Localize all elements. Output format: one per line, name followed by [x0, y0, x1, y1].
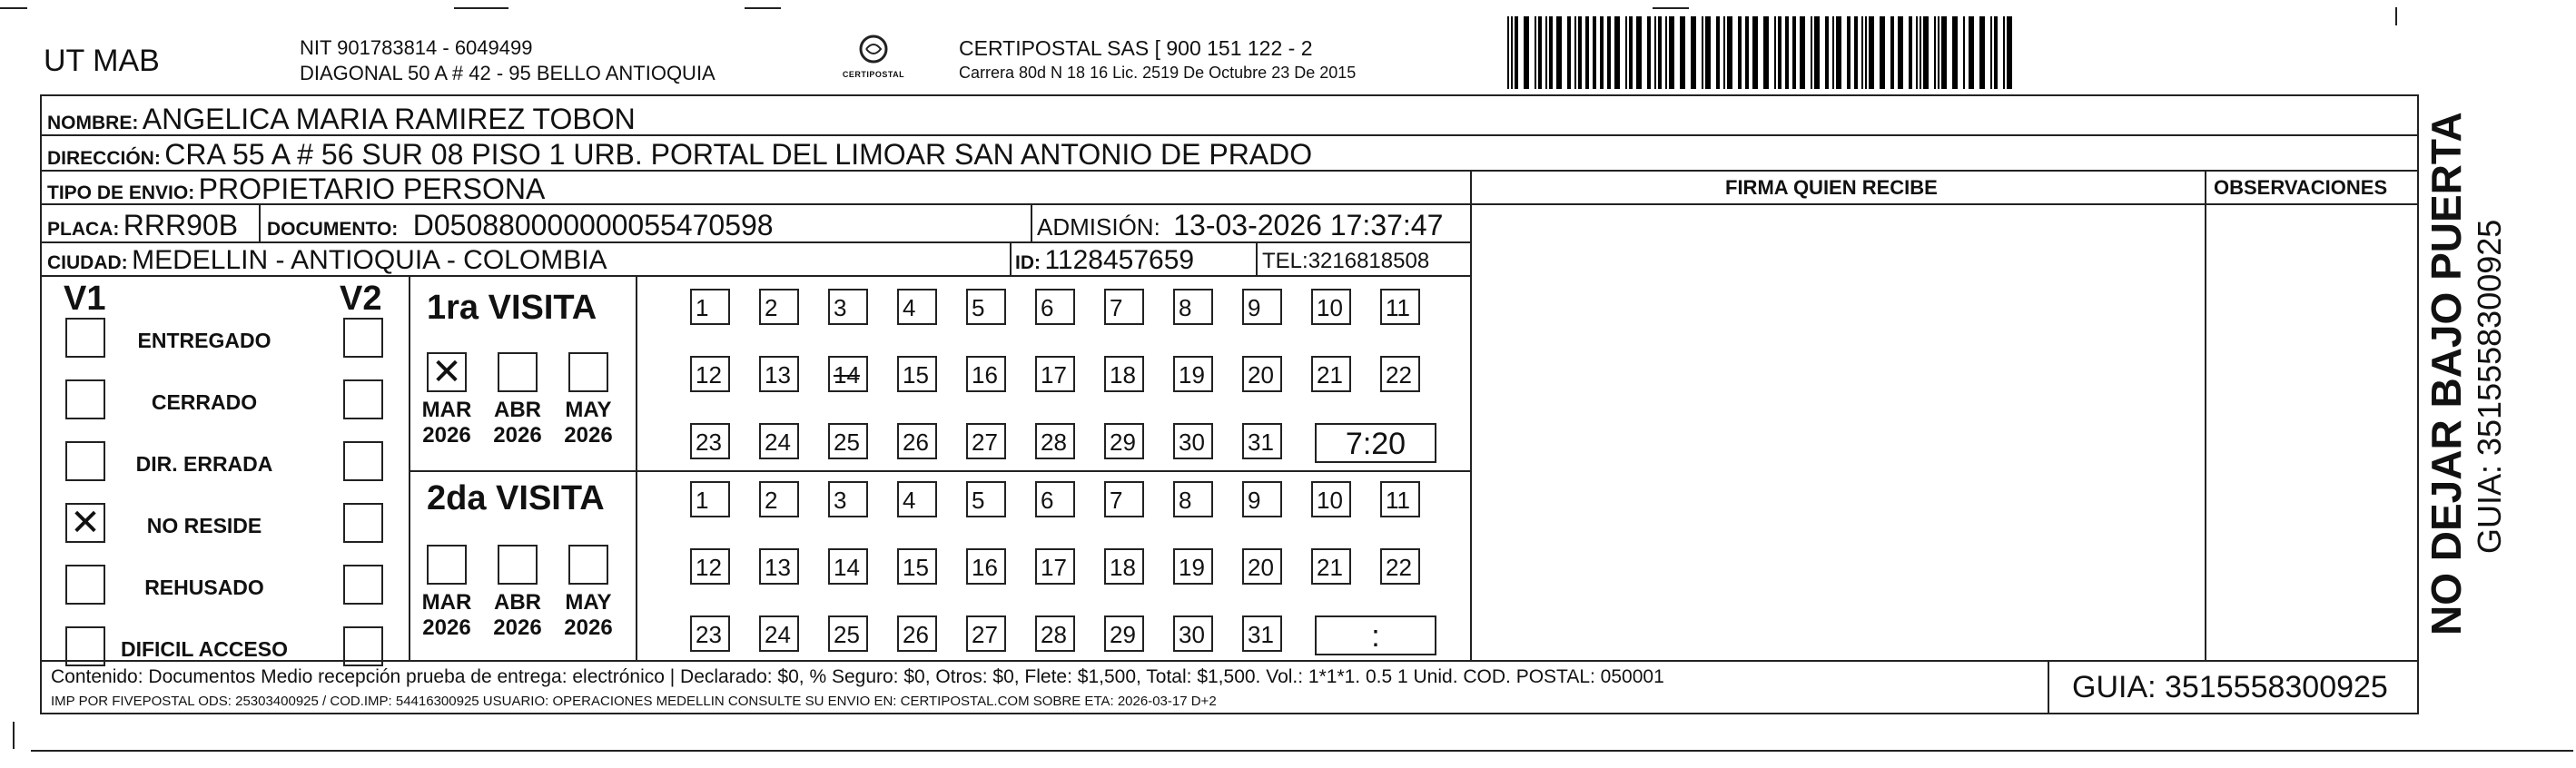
- visit1-month-label: MAY: [565, 398, 612, 422]
- recipient-name: ANGELICA MARIA RAMIREZ TOBON: [142, 103, 636, 135]
- barcode-bar: [1963, 16, 1965, 89]
- address-label: DIRECCIÓN:: [47, 148, 161, 169]
- visit2-year-label: 2026: [422, 615, 471, 640]
- visit1-year-label: 2026: [564, 423, 613, 448]
- visit2-day-box[interactable]: 8: [1173, 481, 1213, 517]
- visit1-month-checkbox-0[interactable]: ✕: [427, 352, 467, 392]
- visit2-day-box[interactable]: 17: [1035, 548, 1075, 585]
- barcode-bar: [1654, 16, 1656, 89]
- barcode-bar: [1524, 16, 1529, 89]
- visit1-day-box[interactable]: 3: [828, 289, 868, 325]
- barcode-bar: [1869, 16, 1874, 89]
- barcode-bar: [1593, 16, 1596, 89]
- plate-value: RRR90B: [123, 209, 239, 241]
- visit1-day-box[interactable]: 28: [1035, 423, 1075, 459]
- barcode-bar: [1792, 16, 1796, 89]
- visit1-day-box[interactable]: 21: [1311, 356, 1351, 392]
- barcode-bar: [1938, 16, 1939, 89]
- barcode-bar: [2003, 16, 2005, 89]
- barcode-bar: [1920, 16, 1921, 89]
- barcode-bar: [1625, 16, 1627, 89]
- barcode-bar: [1836, 16, 1841, 89]
- barcode-bar: [1916, 16, 1918, 89]
- visit2-day-box[interactable]: 30: [1173, 615, 1213, 652]
- visit2-day-box[interactable]: 5: [966, 481, 1006, 517]
- barcode-bar: [1658, 16, 1662, 89]
- barcode-bar: [1738, 16, 1742, 89]
- barcode-bar: [1538, 16, 1542, 89]
- visit1-year-label: 2026: [422, 423, 471, 448]
- barcode-bar: [1556, 16, 1562, 89]
- observations-column-header: OBSERVACIONES: [2214, 176, 2388, 199]
- barcode-bar: [1705, 16, 1711, 89]
- visit2-day-box[interactable]: 6: [1035, 481, 1075, 517]
- barcode-bar: [1880, 16, 1885, 89]
- barcode-bar: [1702, 16, 1703, 89]
- visit1-day-box[interactable]: 11: [1380, 289, 1420, 325]
- visit2-day-box[interactable]: 3: [828, 481, 868, 517]
- barcode-bar: [1629, 16, 1633, 89]
- barcode-bar: [1515, 16, 1518, 89]
- admission-label: ADMISIÓN:: [1037, 213, 1160, 241]
- visit2-day-box[interactable]: 23: [690, 615, 730, 652]
- visit2-day-box[interactable]: 28: [1035, 615, 1075, 652]
- visit1-day-box[interactable]: 1: [690, 289, 730, 325]
- visit2-day-box[interactable]: 13: [759, 548, 799, 585]
- visit1-time-box[interactable]: 7:20: [1315, 423, 1436, 463]
- visit1-day-box[interactable]: 2: [759, 289, 799, 325]
- barcode-bar: [1865, 16, 1867, 89]
- name-row: [47, 103, 636, 136]
- barcode-bar: [1647, 16, 1651, 89]
- visit1-day-box[interactable]: 30: [1173, 423, 1213, 459]
- visit2-day-box[interactable]: 29: [1104, 615, 1144, 652]
- v2-checkbox-1[interactable]: [343, 379, 383, 419]
- sender-nit: NIT 901783814 - 6049499: [300, 36, 533, 59]
- barcode-bar: [1680, 16, 1685, 89]
- barcode-bar: [1636, 16, 1642, 89]
- visit2-year-label: 2026: [564, 615, 613, 640]
- status-label: REHUSADO: [144, 576, 264, 599]
- visit2-day-box[interactable]: 25: [828, 615, 868, 652]
- barcode-bar: [1898, 16, 1903, 89]
- visit2-day-box[interactable]: 31: [1242, 615, 1282, 652]
- barcode-bar: [1785, 16, 1789, 89]
- side-warning: NO DEJAR BAJO PUERTA: [2423, 112, 2470, 635]
- visit1-month-checkbox-1[interactable]: [498, 352, 538, 392]
- visit2-month-label: MAR: [421, 590, 472, 615]
- visit2-day-box[interactable]: 14: [828, 548, 868, 585]
- status-label: CERRADO: [151, 390, 258, 414]
- visit1-month-label: ABR: [494, 398, 541, 422]
- status-label: DIFICIL ACCESO: [120, 637, 288, 661]
- visit1-day-box[interactable]: 7: [1104, 289, 1144, 325]
- barcode-bar: [1511, 16, 1513, 89]
- barcode-bar: [1585, 16, 1589, 89]
- v2-checkbox-5[interactable]: [343, 626, 383, 666]
- visit2-day-box[interactable]: 18: [1104, 548, 1144, 585]
- v2-checkbox-2[interactable]: [343, 441, 383, 481]
- barcode-bar: [1778, 16, 1781, 89]
- barcode-bar: [1990, 16, 1992, 89]
- visit2-time-box[interactable]: :: [1315, 615, 1436, 655]
- tel-label: TEL:: [1262, 249, 1308, 273]
- barcode-bar: [1665, 16, 1667, 89]
- visit2-day-box[interactable]: 16: [966, 548, 1006, 585]
- id-row: [1015, 245, 1194, 276]
- barcode-bar: [1923, 16, 1929, 89]
- visit2-month-checkbox-1[interactable]: [498, 545, 538, 585]
- footer-print-line: IMP POR FIVEPOSTAL ODS: 25303400925 / COD.IMP: 54416300925 USUARIO: OPERACIONES MEDELLIN CONSULTE SU ENVIO EN: CERTIPOSTAL.COM SOBRE ETA: 2026-03-17 D+2: [51, 694, 1217, 709]
- document-row: [267, 209, 774, 242]
- v1-label: V1: [64, 280, 106, 318]
- barcode-bar: [1832, 16, 1834, 89]
- recipient-address: CRA 55 A # 56 SUR 08 PISO 1 URB. PORTAL DEL LIMOAR SAN ANTONIO DE PRADO: [164, 138, 1313, 171]
- document-value: D050880000000055470598: [412, 209, 774, 241]
- barcode-bar: [1691, 16, 1696, 89]
- barcode-bar: [1745, 16, 1749, 89]
- visit1-day-box[interactable]: 16: [966, 356, 1006, 392]
- plate-row: [47, 209, 238, 242]
- barcode-bar: [1909, 16, 1912, 89]
- barcode-bar: [1979, 16, 1985, 89]
- id-value: 1128457659: [1044, 245, 1195, 275]
- visit2-day-box[interactable]: 22: [1380, 548, 1420, 585]
- city-value: MEDELLIN - ANTIOQUIA - COLOMBIA: [132, 245, 607, 275]
- sender-name: UT MAB: [44, 44, 160, 78]
- visit1-day-box[interactable]: 22: [1380, 356, 1420, 392]
- barcode-bar: [1952, 16, 1958, 89]
- visit1-day-box[interactable]: 27: [966, 423, 1006, 459]
- visit1-day-box[interactable]: 25: [828, 423, 868, 459]
- logo-text: CERTIPOSTAL: [842, 70, 905, 79]
- signature-column-header: FIRMA QUIEN RECIBE: [1725, 176, 1938, 199]
- shipment-type: PROPIETARIO PERSONA: [198, 172, 546, 205]
- barcode-bar: [1716, 16, 1720, 89]
- status-label: NO RESIDE: [146, 514, 262, 537]
- visit1-day-box[interactable]: 29: [1104, 423, 1144, 459]
- company-address: Carrera 80d N 18 16 Lic. 2519 De Octubre 23 De 2015: [959, 64, 1357, 82]
- barcode-bar: [1934, 16, 1936, 89]
- visit2-day-box[interactable]: 7: [1104, 481, 1144, 517]
- visit1-day-box[interactable]: 31: [1242, 423, 1282, 459]
- barcode-bar: [1578, 16, 1582, 89]
- barcode-bar: [1847, 16, 1851, 89]
- visit2-day-box[interactable]: 15: [897, 548, 937, 585]
- visit2-year-label: 2026: [493, 615, 542, 640]
- visit1-day-box[interactable]: 5: [966, 289, 1006, 325]
- visit2-day-box[interactable]: 20: [1242, 548, 1282, 585]
- v2-checkbox-4[interactable]: [343, 565, 383, 605]
- visit1-day-box[interactable]: 9: [1242, 289, 1282, 325]
- visit2-day-box[interactable]: 4: [897, 481, 937, 517]
- city-row: [47, 245, 607, 276]
- v2-checkbox-0[interactable]: [343, 318, 383, 358]
- barcode-bar: [1994, 16, 1998, 89]
- visit1-day-box[interactable]: 14: [828, 356, 868, 392]
- side-guia: GUIA: 3515558300925: [2471, 219, 2508, 554]
- barcode-bar: [1763, 16, 1769, 89]
- visit1-month-label: MAR: [421, 398, 472, 422]
- visit2-day-box[interactable]: 21: [1311, 548, 1351, 585]
- visit2-month-checkbox-2[interactable]: [568, 545, 608, 585]
- plate-label: PLACA:: [47, 219, 120, 240]
- visit2-day-box[interactable]: 24: [759, 615, 799, 652]
- barcode-bar: [1825, 16, 1829, 89]
- visit2-month-label: ABR: [494, 590, 541, 615]
- tel-value: 3216818508: [1308, 249, 1430, 273]
- status-label: ENTREGADO: [137, 329, 271, 352]
- barcode: [1507, 16, 2234, 89]
- barcode-bar: [1567, 16, 1571, 89]
- footer-content-line: Contenido: Documentos Medio recepción prueba de entrega: electrónico | Declarado: $0, % Seguro: $0, Otros: $0, Flete: $1,500, Total: $1,500. Vol.: 1*1*1. 0.5 1 Unid. COD. POSTAL: 050001: [51, 666, 1664, 687]
- visit2-day-box[interactable]: 19: [1173, 548, 1213, 585]
- barcode-bar: [1811, 16, 1812, 89]
- barcode-bar: [1669, 16, 1674, 89]
- visit2-day-box[interactable]: 1: [690, 481, 730, 517]
- barcode-bar: [1861, 16, 1863, 89]
- barcode-bar: [1854, 16, 1858, 89]
- visit1-day-box[interactable]: 23: [690, 423, 730, 459]
- barcode-bar: [1545, 16, 1547, 89]
- barcode-bar: [1941, 16, 1947, 89]
- visit1-month-checkbox-2[interactable]: [568, 352, 608, 392]
- barcode-bar: [1574, 16, 1576, 89]
- v1-checkbox-3[interactable]: ✕: [65, 503, 105, 543]
- document-label: DOCUMENTO:: [267, 219, 399, 240]
- visit1-day-box[interactable]: 8: [1173, 289, 1213, 325]
- visit2-day-box[interactable]: 27: [966, 615, 1006, 652]
- visit1-day-box[interactable]: 18: [1104, 356, 1144, 392]
- barcode-bar: [1774, 16, 1776, 89]
- barcode-bar: [1890, 16, 1894, 89]
- barcode-bar: [1535, 16, 1536, 89]
- barcode-bar: [1969, 16, 1974, 89]
- visit2-month-checkbox-0[interactable]: [427, 545, 467, 585]
- visit1-day-box[interactable]: 10: [1311, 289, 1351, 325]
- type-label: TIPO DE ENVIO:: [47, 182, 195, 203]
- admission-row: [1037, 209, 1443, 242]
- visit2-month-label: MAY: [565, 590, 612, 615]
- visit1-day-box[interactable]: 17: [1035, 356, 1075, 392]
- visit2-day-box[interactable]: 26: [897, 615, 937, 652]
- type-row: [47, 172, 545, 206]
- city-label: CIUDAD:: [47, 252, 128, 273]
- visit1-day-box[interactable]: 24: [759, 423, 799, 459]
- barcode-bar: [1814, 16, 1820, 89]
- visit1-year-label: 2026: [493, 423, 542, 448]
- v2-checkbox-3[interactable]: [343, 503, 383, 543]
- visit2-day-box[interactable]: 9: [1242, 481, 1282, 517]
- admission-value: 13-03-2026 17:37:47: [1173, 209, 1444, 241]
- visit2-day-box[interactable]: 2: [759, 481, 799, 517]
- sender-address: DIAGONAL 50 A # 42 - 95 BELLO ANTIOQUIA: [300, 62, 716, 84]
- status-label: DIR. ERRADA: [135, 452, 273, 476]
- visit1-day-box[interactable]: 15: [897, 356, 937, 392]
- barcode-bar: [1800, 16, 1805, 89]
- visit1-title: 1ra VISITA: [427, 289, 597, 327]
- visit1-day-box[interactable]: 6: [1035, 289, 1075, 325]
- barcode-bar: [1600, 16, 1604, 89]
- id-label: ID:: [1015, 252, 1041, 273]
- visit2-day-box[interactable]: 12: [690, 548, 730, 585]
- visit1-day-box[interactable]: 20: [1242, 356, 1282, 392]
- tel-row: [1262, 249, 1429, 274]
- visit1-day-box[interactable]: 19: [1173, 356, 1213, 392]
- barcode-bar: [1727, 16, 1732, 89]
- visit1-day-box[interactable]: 26: [897, 423, 937, 459]
- name-label: NOMBRE:: [47, 113, 139, 133]
- visit2-day-box[interactable]: 11: [1380, 481, 1420, 517]
- visit2-title: 2da VISITA: [427, 479, 605, 517]
- v2-label: V2: [340, 280, 382, 318]
- address-row: [47, 138, 1312, 172]
- barcode-bar: [1607, 16, 1611, 89]
- barcode-bar: [1723, 16, 1725, 89]
- barcode-bar: [1507, 16, 1509, 89]
- visit2-day-box[interactable]: 10: [1311, 481, 1351, 517]
- visit1-day-box[interactable]: 12: [690, 356, 730, 392]
- certipostal-logo: [837, 34, 910, 89]
- barcode-bar: [2007, 16, 2012, 89]
- barcode-bar: [1752, 16, 1758, 89]
- barcode-bar: [1614, 16, 1620, 89]
- barcode-bar: [1549, 16, 1553, 89]
- visit1-day-box[interactable]: 4: [897, 289, 937, 325]
- footer-guia: GUIA: 3515558300925: [2072, 670, 2388, 704]
- company-name: CERTIPOSTAL SAS [ 900 151 122 - 2: [959, 36, 1313, 60]
- visit1-day-box[interactable]: 13: [759, 356, 799, 392]
